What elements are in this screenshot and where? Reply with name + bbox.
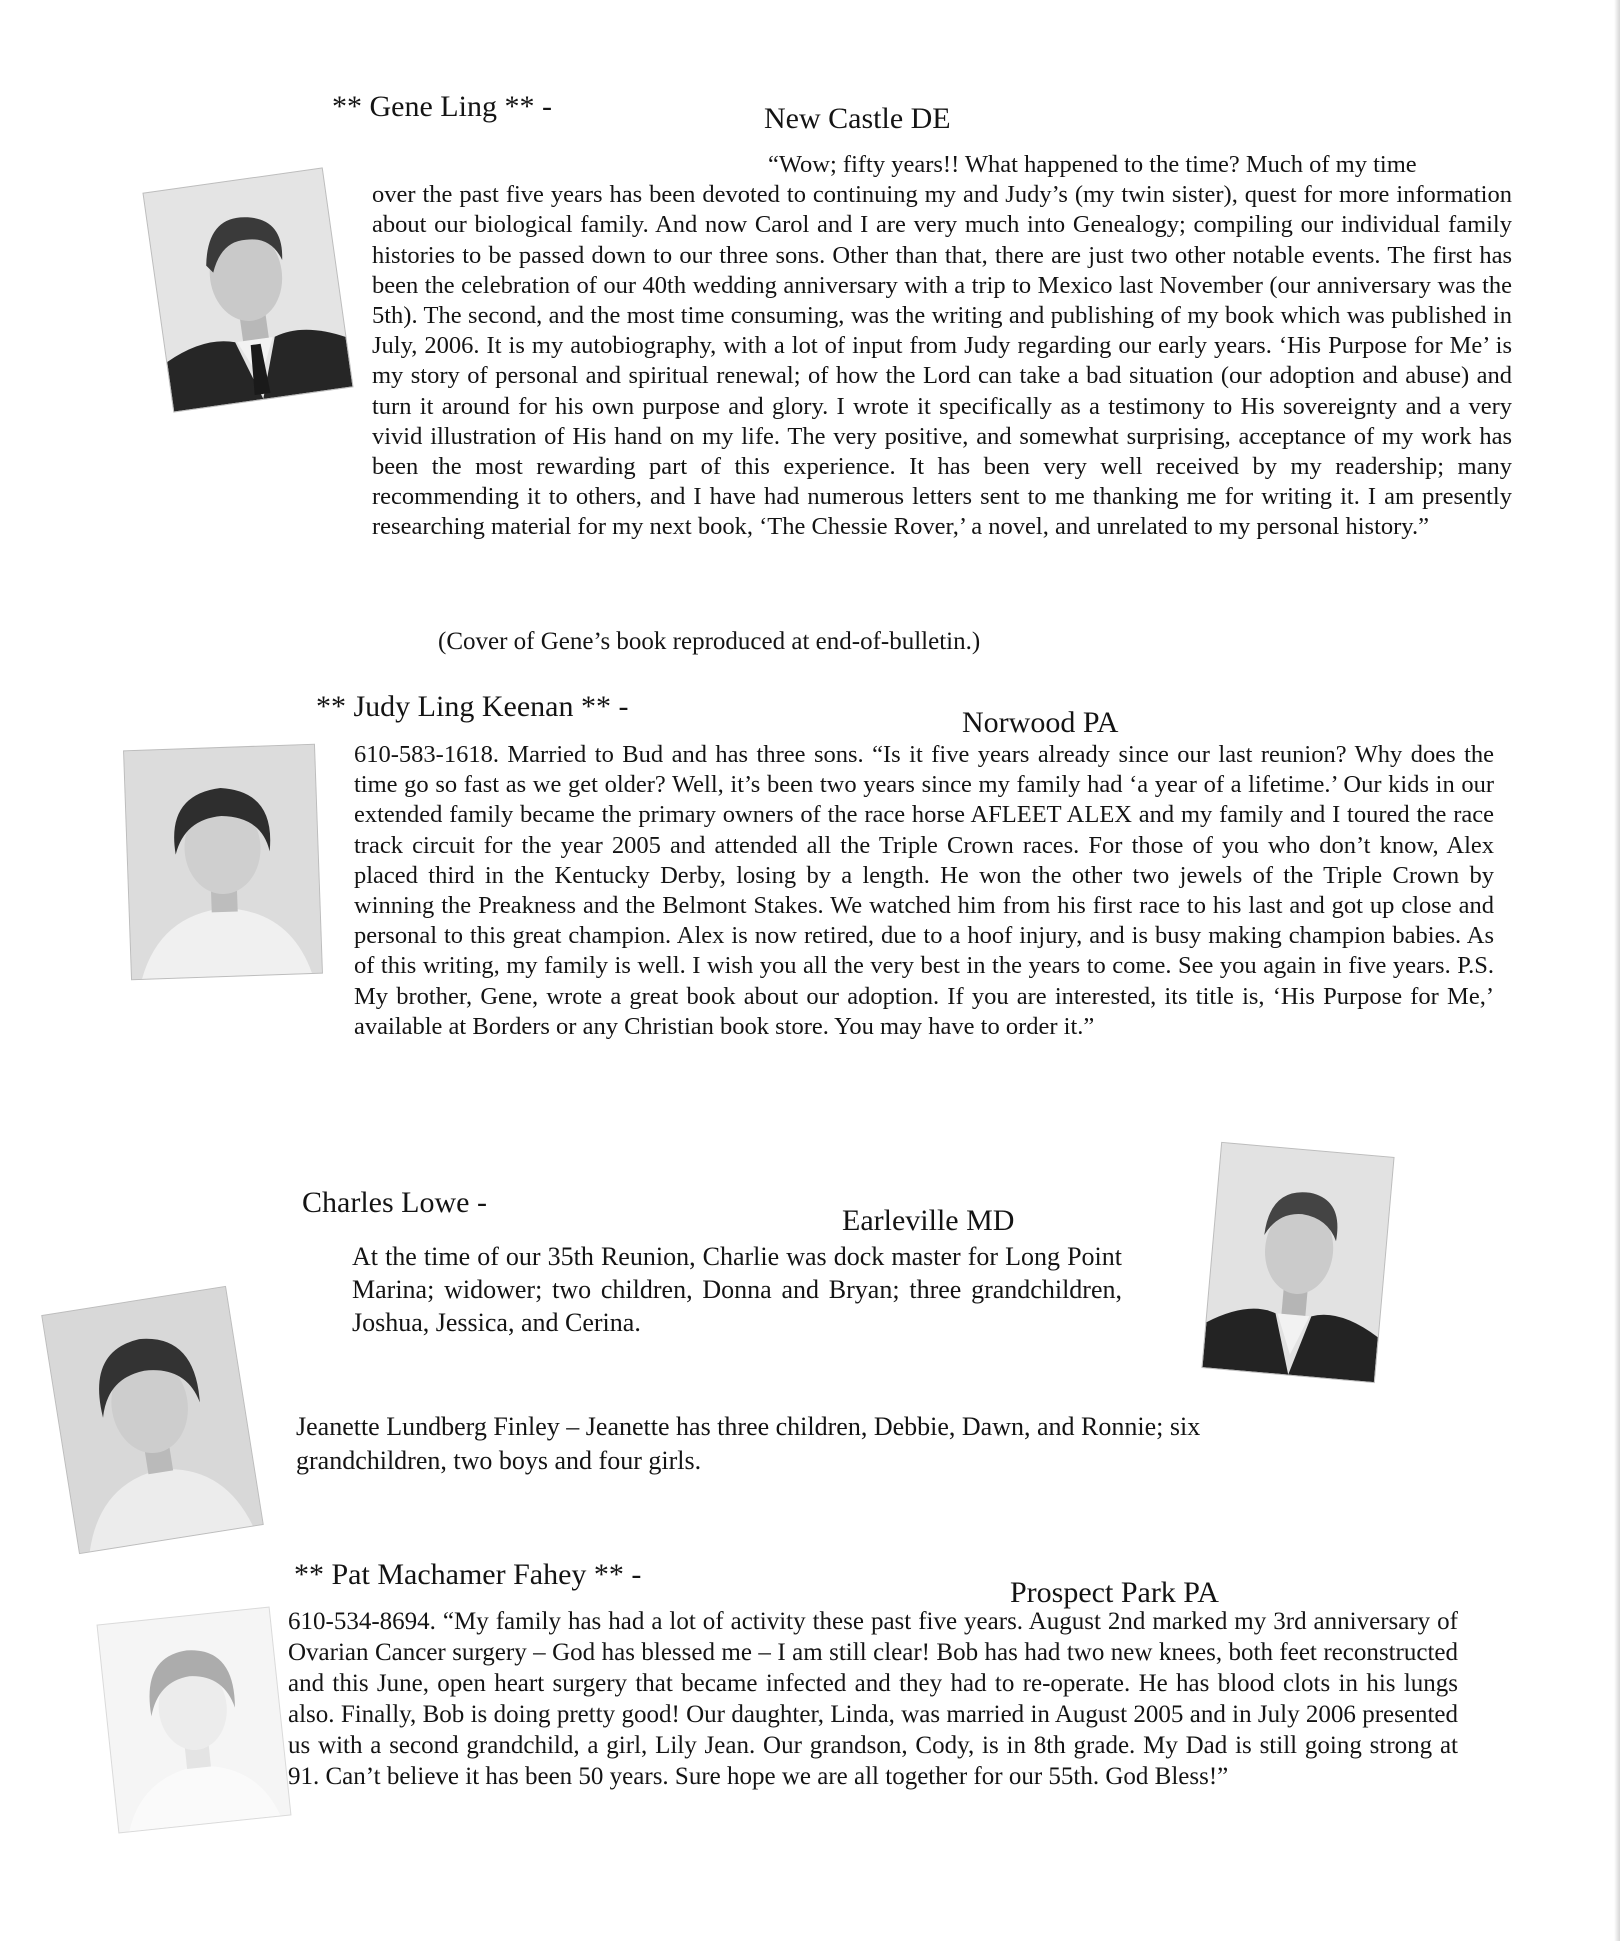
entry-text: over the past five years has been devoted to continuing my and Judy’s (my twin sister), quest for more information about our biological family. And now Carol and I are very much into Genealogy; compiling our individual family histories to be passed down to our three sons. Other than that, there are just two other notable events. The first has been the celebration of our 40th wedding anniversary with a trip to Mexico last November (our anniversary was the 5th). The second, and the most time consuming, was the writing and publishing of my book which was published in July, 2006. It is my autobiography, with a lot of input from Judy regarding our early years. ‘His Purpose for Me’ is my story of personal and spiritual renewal; of how the Lord can take a bad situation (our adoption and abuse) and turn it around for his own purpose and glory. I wrote it specifically as a testimony to His sovereignty and a very vivid illustration of His hand on my life. The very positive, and somewhat surprising, acceptance of my work has been the most rewarding part of this experience. It has been very well received by my readership; many recommending it to others, and I have had numerous letters sent to me thanking me for writing it. I am presently researching material for my next book, ‘The Chessie Rover,’ a novel, and unrelated to my personal history.”: [372, 181, 1512, 541]
entry-text: 610-534-8694. “My family has had a lot of activity these past five years. August 2nd marked my 3rd anniversary of Ovarian Cancer surgery – God has blessed me – I am still clear! Bob has had two new knees, both feet reconstructed and this June, open heart surgery that became infected and they had to re-operate. He has blood clots in his lungs also. Finally, Bob is doing pretty good! Our daughter, Linda, was married in August 2005 and in July 2006 presented us with a second grandchild, a girl, Lily Jean. Our grandson, Cody, is in 8th grade. My Dad is still going strong at 91. Can’t believe it has been 50 years. Sure hope we are all together for our 55th. God Bless!”: [288, 1608, 1458, 1790]
entry-name: ** Judy Ling Keenan ** -: [316, 690, 629, 723]
male-portrait-icon: [144, 169, 353, 412]
entry-text: Jeanette has three children, Debbie, Dawn, and Ronnie; six grandchildren, two boys and four girls.: [296, 1412, 1201, 1475]
portrait-photo: [144, 169, 353, 412]
scan-edge: [1614, 0, 1620, 1941]
entry-body: [352, 1240, 1122, 1339]
entry-body: [288, 1606, 1458, 1792]
female-portrait-icon: [124, 745, 322, 979]
entry-name: Charles Lowe -: [302, 1186, 487, 1219]
entry-body: [372, 150, 1512, 543]
entry-name: Jeanette Lundberg Finley –: [296, 1412, 580, 1441]
entry-body: [354, 740, 1494, 1042]
entry-text: 610-583-1618. Married to Bud and has three sons. “Is it five years already since our last reunion? Why does the time go so fast as we get older? Well, it’s been two years since my family had ‘a year of a lifetime.’ Our kids in our extended family became the primary owners of the race horse AFLEET ALEX and my family and I toured the race track circuit for the year 2005 and attended all the Triple Crown races. For those of you who don’t know, Alex placed third in the Kentucky Derby, losing by a length. He won the other two jewels of the Triple Crown by winning the Preakness and the Belmont Stakes. We watched him from his first race to his last and got up close and personal to this great champion. Alex is now retired, due to a hoof injury, and is busy making champion babies. As of this writing, my family is well. I wish you all the very best in the years to come. See you again in five years. P.S. My brother, Gene, wrote a great book about our adoption. If you are interested, its title is, ‘His Purpose for Me,’ available at Borders or any Christian book store. You may have to order it.”: [354, 741, 1494, 1040]
portrait-photo: [42, 1287, 262, 1553]
entry-note: (Cover of Gene’s book reproduced at end-of-bulletin.): [438, 628, 981, 655]
entry-opening: “Wow; fifty years!! What happened to the time? Much of my time: [768, 151, 1417, 178]
male-portrait-icon: [1203, 1143, 1394, 1382]
entry-name: ** Gene Ling ** -: [332, 90, 552, 123]
entry-body: [296, 1410, 1216, 1478]
entry-location: Norwood PA: [962, 706, 1119, 739]
female-portrait-icon: [98, 1608, 291, 1833]
entry-location: Prospect Park PA: [1010, 1576, 1219, 1609]
entry-location: New Castle DE: [764, 102, 951, 135]
entry-location: Earleville MD: [842, 1204, 1015, 1237]
portrait-photo: [1203, 1143, 1394, 1382]
portrait-photo: [98, 1608, 291, 1833]
portrait-photo: [124, 745, 322, 979]
female-portrait-icon: [42, 1287, 262, 1553]
entry-text: At the time of our 35th Reunion, Charlie was dock master for Long Point Marina; widower; two children, Donna and Bryan; three grandchildren, Joshua, Jessica, and Cerina.: [352, 1242, 1122, 1337]
entry-name: ** Pat Machamer Fahey ** -: [294, 1558, 642, 1591]
